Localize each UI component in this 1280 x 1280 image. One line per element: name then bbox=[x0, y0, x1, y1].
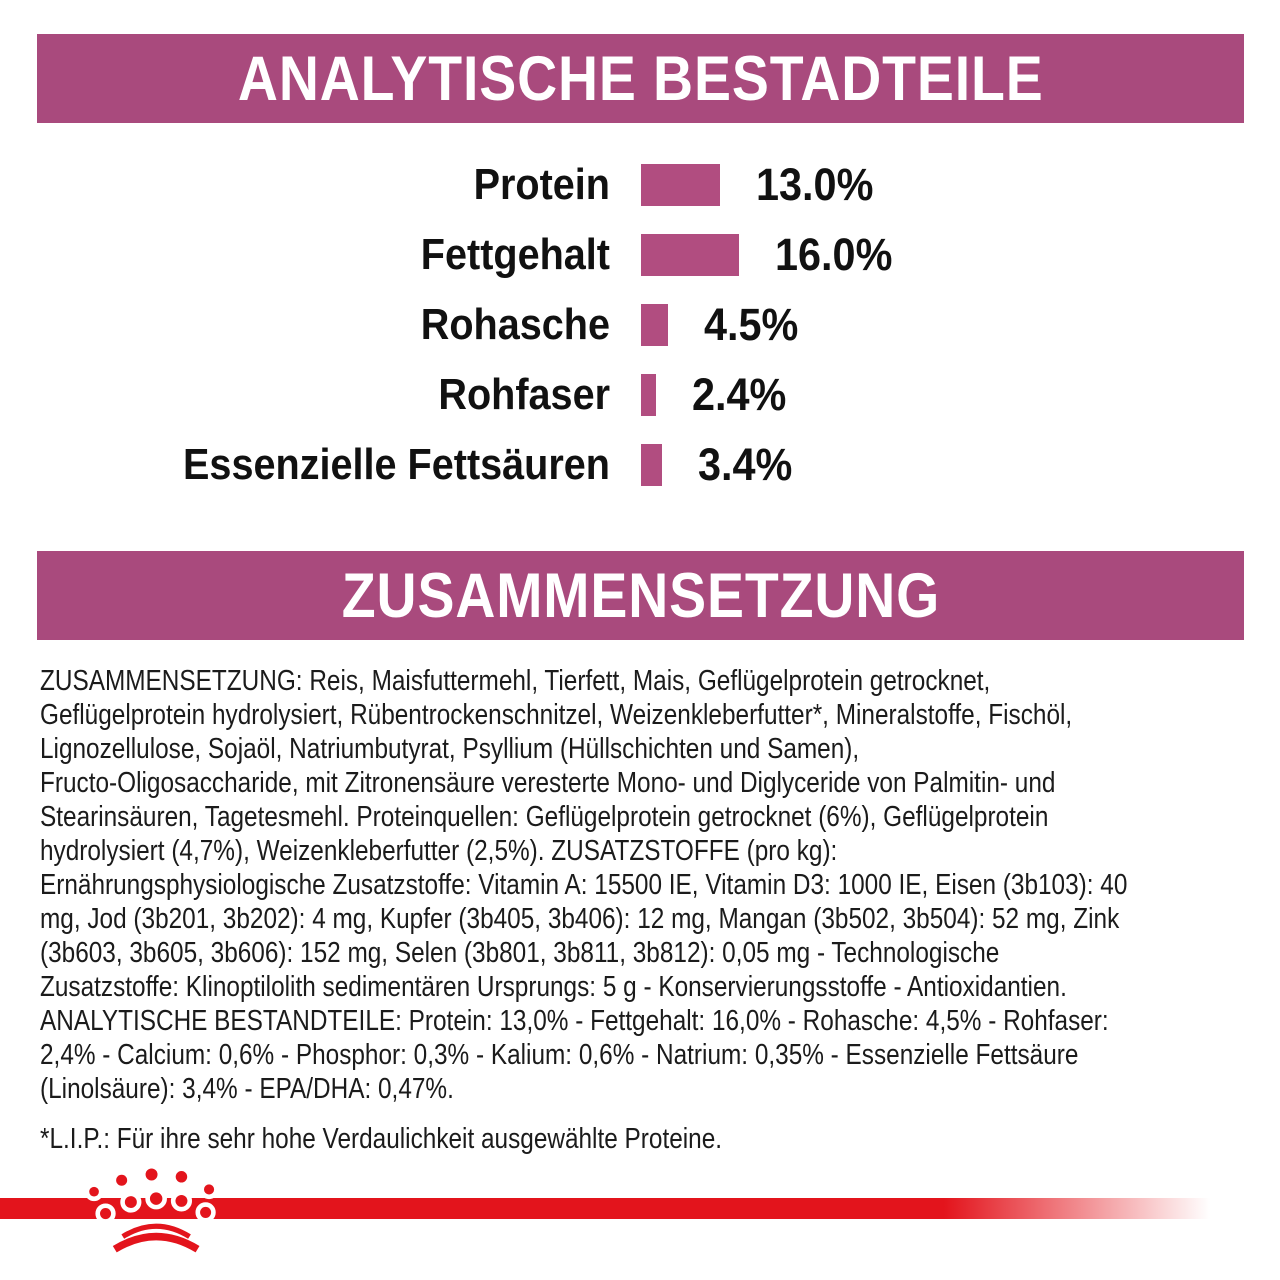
chart-category-label: Fettgehalt bbox=[420, 230, 610, 279]
composition-line: 2,4% - Calcium: 0,6% - Phosphor: 0,3% - Kalium: 0,6% - Natrium: 0,35% - Essenzielle Fettsäure bbox=[40, 1039, 1079, 1071]
chart-value-label: 2.4% bbox=[692, 369, 787, 420]
composition-line: Lignozellulose, Sojaöl, Natriumbutyrat, Psyllium (Hüllschichten und Samen), bbox=[40, 733, 860, 765]
section-title-analytische: ANALYTISCHE BESTADTEILE bbox=[237, 43, 1044, 114]
chart-value-label: 16.0% bbox=[775, 229, 893, 280]
composition-line: ZUSAMMENSETZUNG: Reis, Maisfuttermehl, Tierfett, Mais, Geflügelprotein getrocknet, bbox=[40, 665, 991, 697]
composition-line: Geflügelprotein hydrolysiert, Rübentrockenschnitzel, Weizenkleberfutter*, Mineralstoffe, Fischöl, bbox=[40, 699, 1073, 731]
chart-bar bbox=[641, 444, 662, 486]
chart-bar bbox=[641, 164, 720, 206]
section-header-analytische-bestadteile bbox=[37, 34, 1244, 123]
chart-bar bbox=[641, 374, 656, 416]
composition-line: Ernährungsphysiologische Zusatzstoffe: Vitamin A: 15500 IE, Vitamin D3: 1000 IE, Eisen (3b103): 40 bbox=[40, 869, 1128, 901]
composition-line: (Linolsäure): 3,4% - EPA/DHA: 0,47%. bbox=[40, 1073, 454, 1105]
composition-line: Zusatzstoffe: Klinoptilolith sedimentären Ursprungs: 5 g - Konservierungsstoffe - Antioxidantien. bbox=[40, 971, 1067, 1003]
chart-category-label: Protein bbox=[473, 160, 610, 209]
chart-bar bbox=[641, 234, 739, 276]
chart-category-label: Rohfaser bbox=[438, 370, 610, 419]
chart-category-label: Essenzielle Fettsäuren bbox=[183, 440, 610, 489]
chart-row bbox=[0, 150, 1280, 220]
composition-line: Fructo-Oligosaccharide, mit Zitronensäure veresterte Mono- und Diglyceride von Palmitin- und bbox=[40, 767, 1056, 799]
chart-value-label: 3.4% bbox=[698, 439, 793, 490]
chart-row bbox=[0, 290, 1280, 360]
section-title-zusammensetzung: ZUSAMMENSETZUNG bbox=[341, 560, 940, 631]
chart-value-label: 13.0% bbox=[756, 159, 874, 210]
composition-line: mg, Jod (3b201, 3b202): 4 mg, Kupfer (3b405, 3b406): 12 mg, Mangan (3b502, 3b504): 52 mg, Zink bbox=[40, 903, 1120, 935]
section-header-zusammensetzung bbox=[37, 551, 1244, 640]
composition-line: (3b603, 3b605, 3b606): 152 mg, Selen (3b801, 3b811, 3b812): 0,05 mg - Technologische bbox=[40, 937, 1000, 969]
chart-value-label: 4.5% bbox=[704, 299, 799, 350]
lip-footnote: *L.I.P.: Für ihre sehr hohe Verdaulichkeit ausgewählte Proteine. bbox=[40, 1123, 723, 1155]
composition-paragraph bbox=[40, 664, 1240, 1106]
royal-canin-crown-icon bbox=[86, 1164, 224, 1262]
composition-line: Stearinsäuren, Tagetesmehl. Proteinquellen: Geflügelprotein getrocknet (6%), Geflügelprotein bbox=[40, 801, 1049, 833]
analytic-bar-chart bbox=[0, 150, 1280, 500]
composition-line: ANALYTISCHE BESTANDTEILE: Protein: 13,0% - Fettgehalt: 16,0% - Rohasche: 4,5% - Rohfaser: bbox=[40, 1005, 1109, 1037]
chart-bar bbox=[641, 304, 668, 346]
chart-row bbox=[0, 430, 1280, 500]
chart-row bbox=[0, 360, 1280, 430]
composition-line: hydrolysiert (4,7%), Weizenkleberfutter (2,5%). ZUSATZSTOFFE (pro kg): bbox=[40, 835, 838, 867]
chart-row bbox=[0, 220, 1280, 290]
chart-category-label: Rohasche bbox=[420, 300, 610, 349]
